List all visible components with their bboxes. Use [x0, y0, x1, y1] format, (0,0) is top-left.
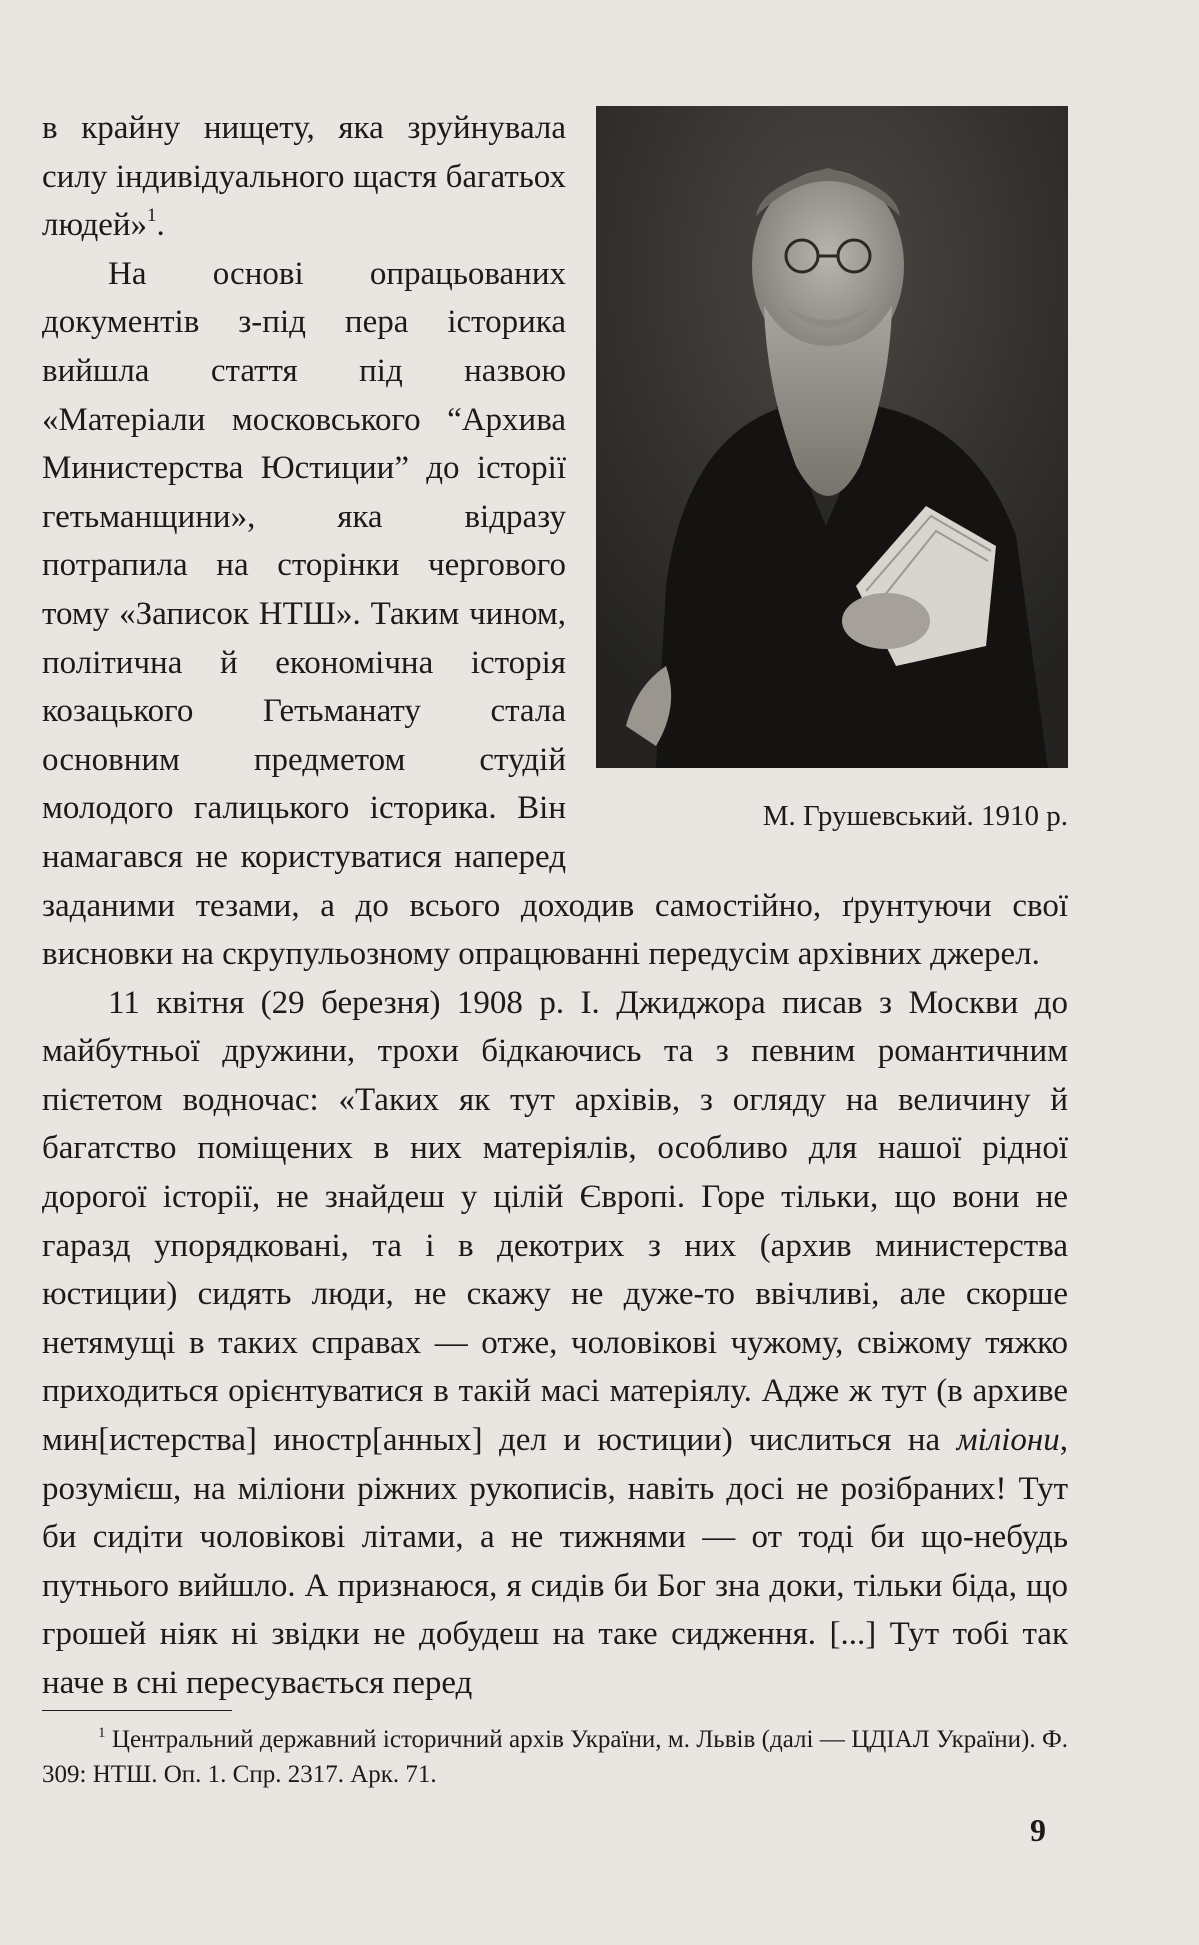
paragraph-1-text: в крайну нищету, яка зруйнувала силу індивідуального щастя багатьох людей»: [42, 110, 566, 244]
page-number: 9: [1030, 1812, 1046, 1848]
paragraph-3: [42, 979, 1068, 1708]
footnote-marker: 1: [98, 1725, 106, 1741]
footnote: [42, 1722, 1068, 1792]
portrait-image: [596, 106, 1068, 768]
portrait-figure: [594, 106, 1068, 866]
footnote-rule: [42, 1710, 232, 1711]
figure-caption: М. Грушевський. 1910 р.: [762, 800, 1068, 832]
footnote-ref: 1: [147, 205, 157, 227]
paragraph-3-end: , розумієш, на міліони ріжних рукописів, навіть досі не розібраних! Тут би сидіти чоловікові літами, а не тижнями — от тоді би що-небудь путнього вийшло. А признаюся, я сидів би Бог зна доки, тільки біда, що грошей ніяк ні звідки не добудеш на таке сидження. [...] Тут тобі так наче в сні пересувається перед: [42, 1422, 1069, 1701]
footnote-text: Центральний державний історичний архів України, м. Львів (далі — ЦДІАЛ України). Ф. 309: НТШ. Оп. 1. Спр. 2317. Арк. 71.: [42, 1726, 1069, 1788]
paragraph-3-start: 11 квітня (29 березня) 1908 р. І. Джиджора писав з Москви до майбутньої дружини, трохи бідкаючись та з певним романтичним пієтетом водночас: «Таких як тут архівів, з огляду на величину й багатство поміщених в них матеріялів, особливо для нашої рідної дорогої історії, не знайдеш у цілій Європі. Горе тільки, що вони не гаразд упорядковані, та і в декотрих з них (архив министерства юстиции) сидять люди, не скажу не дуже-то ввічливі, але скорше нетямущі в таких справах — отже, чоловікові чужому, свіжому тяжко приходиться орієнтуватися в такій масі матеріялу. Адже ж тут (в архиве мин[истерства] иностр[анных] дел и юстиции) числиться на: [42, 984, 1068, 1459]
portrait-photo: [596, 106, 1068, 768]
footnote-1: [42, 1722, 1068, 1792]
main-text: [42, 104, 1068, 1708]
paragraph-3-emphasis: міліони: [956, 1422, 1060, 1459]
paragraph-2: На основі опрацьованих документів з-під пера історика вийшла стаття під назвою «Матеріали московського “Архива Министерства Юстиции” до історії гетьманщини», яка відразу потрапила на сторінки чергового тому «Записок НТШ». Таким чином, політична й економічна історія козацького Гетьманату стала основним предметом студій молодого галицького історика. Він намагався не користуватися наперед заданими тезами, а до всього доходив самостійно, ґрунтуючи свої висновки на скрупульозному опрацюванні передусім архівних джерел.: [42, 255, 1068, 973]
paragraph-1-end: .: [156, 207, 165, 244]
